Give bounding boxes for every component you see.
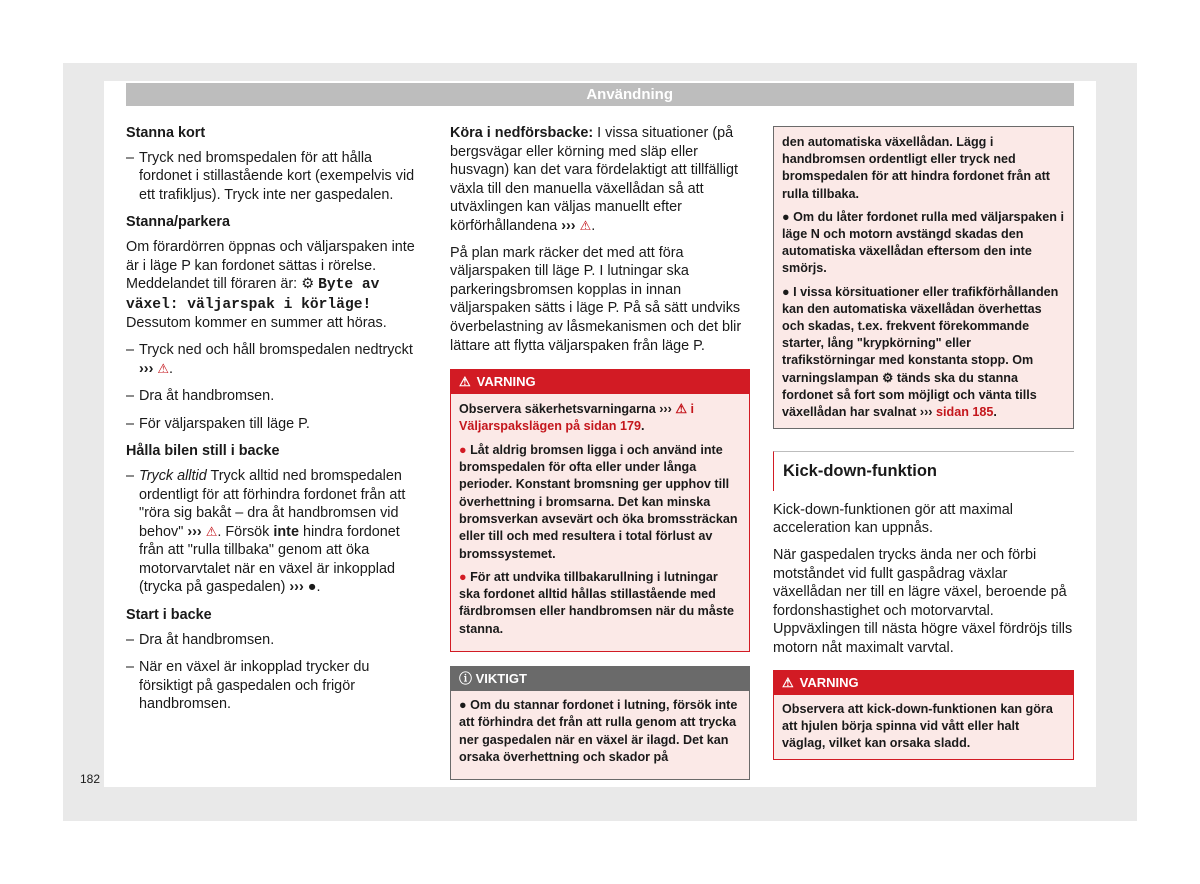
- arrows-icon: ›››: [187, 523, 202, 540]
- column-middle: [450, 124, 750, 780]
- bullet-icon: ●: [459, 697, 467, 712]
- list-start: [126, 631, 424, 714]
- arrows-icon: ›››: [561, 217, 576, 234]
- warning-triangle-icon: ⚠: [675, 401, 687, 417]
- bullet-icon: ●: [782, 284, 790, 299]
- list-item: – Tryck ned bromspedalen för att hålla fordonet i stillastående kort (exempelvis vid ett trafikljus). Tryck inte ner gaspedalen.: [126, 149, 424, 205]
- list-parkera: [126, 341, 424, 433]
- cross-reference-link[interactable]: sidan 185: [936, 405, 994, 420]
- heading-stanna-parkera: Stanna/parkera: [126, 214, 230, 231]
- bullet-icon: ●: [459, 442, 467, 457]
- bullet-icon: ●: [782, 209, 790, 224]
- paragraph-parkera: Om förardörren öppnas och väljarspaken inte är i läge P kan fordonet sättas i rörelse. Meddelandet till föraren är: ⚙ Byte av växel: väljarspak i körläge! Dessutom kommer en summer att höras.: [126, 238, 415, 332]
- paragraph-plan: På plan mark räcker det med att föra väljarspaken till läge P. I lutningar ska parkeringsbromsen kopplas in innan väljarspaken sätts i läge P. På så sätt undviks överbelastning av låsmekanismen och det blir lättare att flytta väljarspaken från läge P.: [450, 244, 742, 354]
- bullet-icon: ●: [459, 569, 467, 584]
- warning-triangle-icon: ⚠: [205, 523, 218, 539]
- column-left: [126, 124, 424, 723]
- notice-body: ● Om du stannar fordonet i lutning, försök inte att förhindra det från att rulla genom att trycka ner gaspedalen när en växel är ilagd. Det kan orsaka överhettning och skador på: [459, 697, 738, 764]
- list-item: – Dra åt handbromsen.: [126, 387, 424, 406]
- list-stanna-kort: [126, 149, 424, 205]
- warning-box: [773, 670, 1074, 761]
- warning-header: ⚠ VARNING: [451, 370, 749, 394]
- paragraph-kick-2: När gaspedalen trycks ända ner och förbi motståndet vid fullt gaspådrag växlar växellådan ner till en lägre växel, beroende på fordonshastighet och motorvarvtal. Uppväxlingen till nästa högre växel fördröjs tills motorn nåt maximalt varvtal.: [773, 547, 1073, 656]
- heading-stanna-kort: Stanna kort: [126, 125, 206, 141]
- warning-body: Observera säkerhetsvarningarna ››› ⚠ i Väljarspakslägen på sidan 179. ● Låt aldrig bromsen ligga i och använd inte bromspedalen för ofta eller under långa perioder. Konstant bromsning ger upphov till överhettning i bromsarna. Det kan minska bromsverkan avsevärt och öka bromssträckan eller till och med resultera i total förlust av bromssystemet. ● För att undvika tillbakarullning i lutningar ska fordonet alltid hållas stillastående med färdbromsen eller handbromsen när du måste stanna.: [459, 401, 738, 636]
- gear-icon: ⚙: [301, 276, 315, 293]
- heading-kick-down: Kick-down-funktion: [783, 462, 937, 481]
- kick-down-heading-box: [773, 451, 1074, 491]
- warning-triangle-icon: ⚠: [459, 374, 471, 390]
- warning-triangle-icon: ⚠: [157, 360, 170, 376]
- notice-box: [450, 666, 750, 780]
- list-item: – Dra åt handbromsen.: [126, 631, 424, 650]
- warning-triangle-icon: ⚠: [782, 674, 794, 690]
- heading-start: Start i backe: [126, 607, 212, 624]
- display-message: Byte av växel: väljarspak i körläge!: [126, 277, 380, 313]
- column-right: [773, 124, 1074, 760]
- cross-reference-link[interactable]: i Väljarspakslägen på sidan 179: [459, 402, 694, 434]
- page-number: 182: [80, 772, 101, 786]
- warning-body: Observera att kick-down-funktionen kan göra att hjulen börja spinna vid vått eller halt väglag, vilket kan orsaka sladd.: [782, 701, 1053, 751]
- arrows-icon: ›››: [289, 579, 304, 596]
- list-item: – Tryck ned och håll bromspedalen nedtryckt ››› ⚠.: [126, 341, 424, 378]
- section-header: [126, 83, 1074, 106]
- warning-box: [450, 369, 750, 652]
- paragraph-kora: Köra i nedförsbacke: I vissa situationer (på bergsvägar eller körning med släp eller husvagn) kan det vara fördelaktigt att tillfälligt växla till den manuella växellådan så att utväxlingen kan väljas manuellt efter körförhållandena ››› ⚠.: [450, 125, 738, 234]
- list-item: – När en växel är inkopplad trycker du försiktigt på gaspedalen och frigör handbromsen.: [126, 658, 424, 714]
- info-icon: ⓘ: [459, 670, 473, 686]
- list-item: – För väljarspaken till läge P.: [126, 415, 424, 434]
- list-halla: [126, 467, 424, 597]
- heading-halla: Hålla bilen still i backe: [126, 443, 280, 460]
- notice-continuation: den automatiska växellådan. Lägg i handbromsen ordentligt eller tryck ned bromspedalen för att hindra fordonet från att rulla tillbaka. ● Om du låter fordonet rulla med väljarspaken i läge N och motorn avstängd skadas den automatiska växellådan eftersom den inte smörjs. ● I vissa körsituationer eller trafikförhållanden kan den automatiska växellådan överhettas och skadas, t.ex. frekvent förekommande starter, lång "krypkörning" eller trafikstörningar med konstanta stopp. Om varningslampan ⚙ tänds ska du stanna fordonet så fort som möjligt och vänta tills växellådan har svalnat ››› sidan 185.: [773, 126, 1074, 429]
- notice-header: ⓘ VIKTIGT: [451, 667, 749, 691]
- arrows-icon: ›››: [139, 360, 154, 377]
- section-title: Användning: [586, 86, 673, 103]
- list-item: – Tryck alltid Tryck alltid ned bromspedalen ordentligt för att förhindra fordonet från att "röra sig bakåt – dra åt handbromsen vid behov" ››› ⚠. Försök inte hindra fordonet från att "rulla tillbaka" genom att öka motorvarvtalet när en växel är inkopplad (trycka på gaspedalen) ››› ●.: [126, 467, 424, 597]
- gear-icon: ⚙: [882, 370, 894, 385]
- caution-icon: ●: [307, 579, 317, 596]
- warning-header: ⚠ VARNING: [774, 671, 1073, 695]
- paragraph-kick-1: Kick-down-funktionen gör att maximal acceleration kan uppnås.: [773, 501, 1013, 537]
- warning-triangle-icon: ⚠: [579, 217, 592, 233]
